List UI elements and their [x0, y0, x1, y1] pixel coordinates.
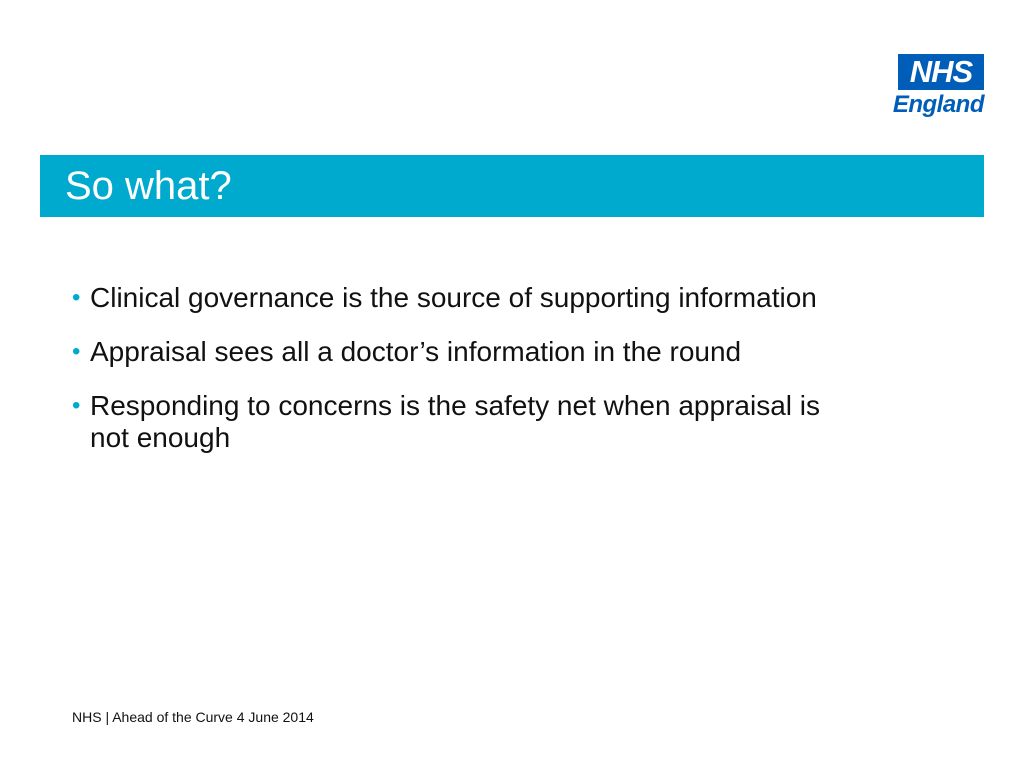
bullet-item — [72, 336, 832, 368]
nhs-england-logo — [872, 54, 984, 120]
bullet-icon: • — [72, 284, 81, 311]
title-bar — [40, 155, 984, 217]
slide-footer: NHS | Ahead of the Curve 4 June 2014 — [72, 709, 314, 725]
slide-title: So what? — [65, 164, 232, 208]
bullet-icon: • — [72, 338, 81, 365]
england-logo-text: England — [892, 91, 984, 118]
bullet-text: Appraisal sees all a doctor’s information in the round — [90, 336, 742, 367]
bullet-item — [72, 390, 832, 454]
bullet-text: Clinical governance is the source of supporting information — [90, 282, 817, 313]
bullet-item — [72, 282, 832, 314]
nhs-logo-text: NHS — [909, 54, 973, 89]
nhs-logo-box — [898, 54, 984, 90]
bullet-text: Responding to concerns is the safety net when appraisal is not enough — [90, 390, 820, 453]
bullet-list — [72, 282, 832, 476]
bullet-icon: • — [72, 392, 81, 419]
